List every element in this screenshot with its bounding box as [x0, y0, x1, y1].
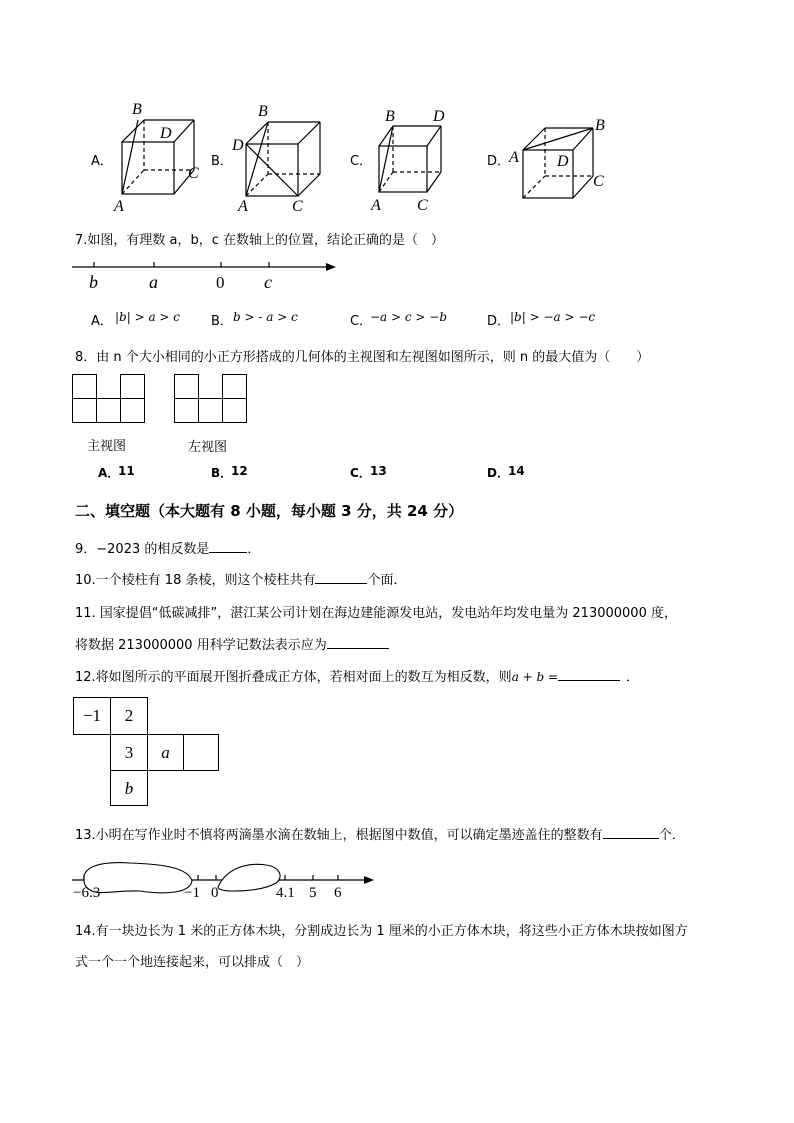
q12-answer-blank[interactable] [558, 668, 620, 681]
q12-net-cell-3: 3 [110, 734, 148, 771]
q7-axis-label-c: c [264, 272, 272, 292]
q7-option-d-letter: D． [487, 314, 511, 329]
q13-ink-blot-right [218, 864, 280, 891]
q13-axis-label: −6.3 [73, 885, 101, 901]
q11-line-1: 11. 国家提倡“低碳减排”，湛江某公司计划在海边建能源发电站，发电站年均发电量为 213000000 度， [75, 606, 677, 621]
q6-b-vertex-c: C [292, 198, 303, 215]
q7-axis-label-b: b [89, 272, 98, 292]
q6-d-vertex-d: D [557, 153, 569, 170]
q8-option-d-text: 14 [508, 464, 525, 478]
q9-answer-blank[interactable] [209, 540, 247, 553]
q13-axis-label: 4.1 [276, 885, 295, 901]
q13-axis-label: 0 [211, 885, 219, 901]
q12-expression: a + b = [511, 670, 559, 684]
q12-end: ． [626, 670, 640, 685]
q13-answer-blank[interactable] [603, 826, 659, 839]
q12-net-cell-2: 2 [110, 697, 148, 735]
q8-option-b-text: 12 [231, 464, 248, 478]
q13-number-line [70, 855, 380, 901]
q13-question [75, 824, 685, 843]
q7-option-a-letter: A． [91, 314, 113, 329]
q10-question [75, 569, 407, 588]
q8-front-cell [72, 398, 97, 423]
q6-cube-b [228, 100, 333, 215]
q8-left-view-label: 左视图 [188, 440, 228, 455]
q12-net-cell-minus-1: −1 [73, 697, 111, 735]
q11-answer-blank[interactable] [327, 636, 389, 649]
q6-d-vertex-a: A [509, 149, 519, 166]
q12-net-cell-a: a [147, 734, 184, 771]
q8-left-cell [174, 398, 199, 423]
q6-b-vertex-d: D [232, 137, 244, 154]
q7-option-c-letter: C． [350, 314, 373, 329]
q9-text: 9．−2023 的相反数是 [75, 542, 210, 557]
q6-option-a-letter: A． [91, 154, 113, 169]
q9-question [75, 538, 260, 557]
q7-option-a-text: |b| > a > c [115, 310, 181, 324]
q6-a-vertex-d: D [160, 125, 172, 142]
q8-left-cell [222, 374, 247, 399]
q7-number-line [70, 258, 340, 292]
q8-option-c-text: 13 [370, 464, 387, 478]
q12-net-cell-b: b [110, 770, 148, 806]
q13-axis-label: 6 [334, 885, 342, 901]
q6-option-b-letter: B． [211, 154, 233, 169]
q8-option-d-letter: D． [487, 466, 509, 480]
q14-line-2: 式一个一个地连接起来，可以排成（ ） [75, 955, 310, 970]
q6-c-vertex-c: C [417, 197, 428, 214]
q6-a-vertex-a: A [114, 198, 124, 215]
q6-cube-c [365, 100, 455, 215]
q10-answer-blank[interactable] [315, 571, 367, 584]
q7-option-b-letter: B． [211, 314, 233, 329]
q8-front-cell [96, 398, 121, 423]
q8-front-view-label: 主视图 [87, 439, 127, 454]
q6-option-c-letter: C． [350, 154, 373, 169]
q7-stem: 7.如图，有理数 a，b，c 在数轴上的位置，结论正确的是（ ） [75, 233, 445, 248]
q12-question [75, 666, 639, 685]
q14-line-1: 14.有一块边长为 1 米的正方体木块，分割成边长为 1 厘米的小正方体木块，将这些小正方体木块按如图方 [75, 924, 688, 939]
q6-c-vertex-d: D [433, 108, 445, 125]
q8-front-cell [120, 398, 145, 423]
q9-end: ． [247, 542, 261, 557]
q6-cube-a [108, 100, 208, 215]
q8-front-cell [120, 374, 145, 399]
q6-c-vertex-b: B [385, 108, 395, 125]
q6-d-vertex-b: B [595, 117, 605, 134]
q8-option-b-letter: B． [211, 466, 233, 480]
q8-option-a-text: 11 [118, 464, 135, 478]
q6-c-vertex-a: A [371, 197, 381, 214]
q7-option-d-text: |b| > −a > −c [510, 310, 596, 324]
q7-option-b-text: b > - a > c [233, 310, 298, 324]
q8-option-a-letter: A． [98, 466, 120, 480]
q12-net-cell-empty [183, 734, 219, 771]
q6-b-vertex-b: B [258, 103, 268, 120]
q8-stem: 8．由 n 个大小相同的小正方形搭成的几何体的主视图和左视图如图所示，则 n 的最大值为（ ） [75, 350, 650, 365]
q6-b-vertex-a: A [238, 198, 248, 215]
q13-end: 个． [658, 828, 685, 843]
q13-axis-label: −1 [184, 885, 200, 901]
q8-left-cell [174, 374, 199, 399]
q10-text: 10.一个棱柱有 18 条棱，则这个棱柱共有 [75, 573, 316, 588]
q13-axis-label: 5 [309, 885, 317, 901]
q7-axis-label-0: 0 [216, 273, 225, 292]
q6-a-vertex-c: C [188, 165, 199, 182]
q7-axis-label-a: a [149, 272, 158, 292]
q8-left-cell [198, 398, 223, 423]
q8-left-cell [222, 398, 247, 423]
q8-option-c-letter: C． [350, 466, 371, 480]
q6-option-d-letter: D． [487, 154, 511, 169]
q7-option-c-text: −a > c > −b [370, 310, 448, 324]
section-2-heading: 二、填空题（本大题有 8 小题，每小题 3 分，共 24 分） [75, 502, 464, 520]
q12-text: 12.将如图所示的平面展开图折叠成正方体，若相对面上的数互为相反数，则 [75, 670, 512, 685]
q11-line-2: 将数据 213000000 用科学记数法表示应为 [75, 638, 327, 653]
q6-cube-d [505, 110, 615, 205]
q11-question-line-2 [75, 634, 389, 653]
q6-a-vertex-b: B [132, 101, 142, 118]
q6-d-vertex-c: C [593, 173, 604, 190]
q10-end: 个面． [367, 573, 407, 588]
q8-front-cell [72, 374, 97, 399]
q13-text: 13.小明在写作业时不慎将两滴墨水滴在数轴上，根据图中数值，可以确定墨迹盖住的整数有 [75, 828, 603, 843]
